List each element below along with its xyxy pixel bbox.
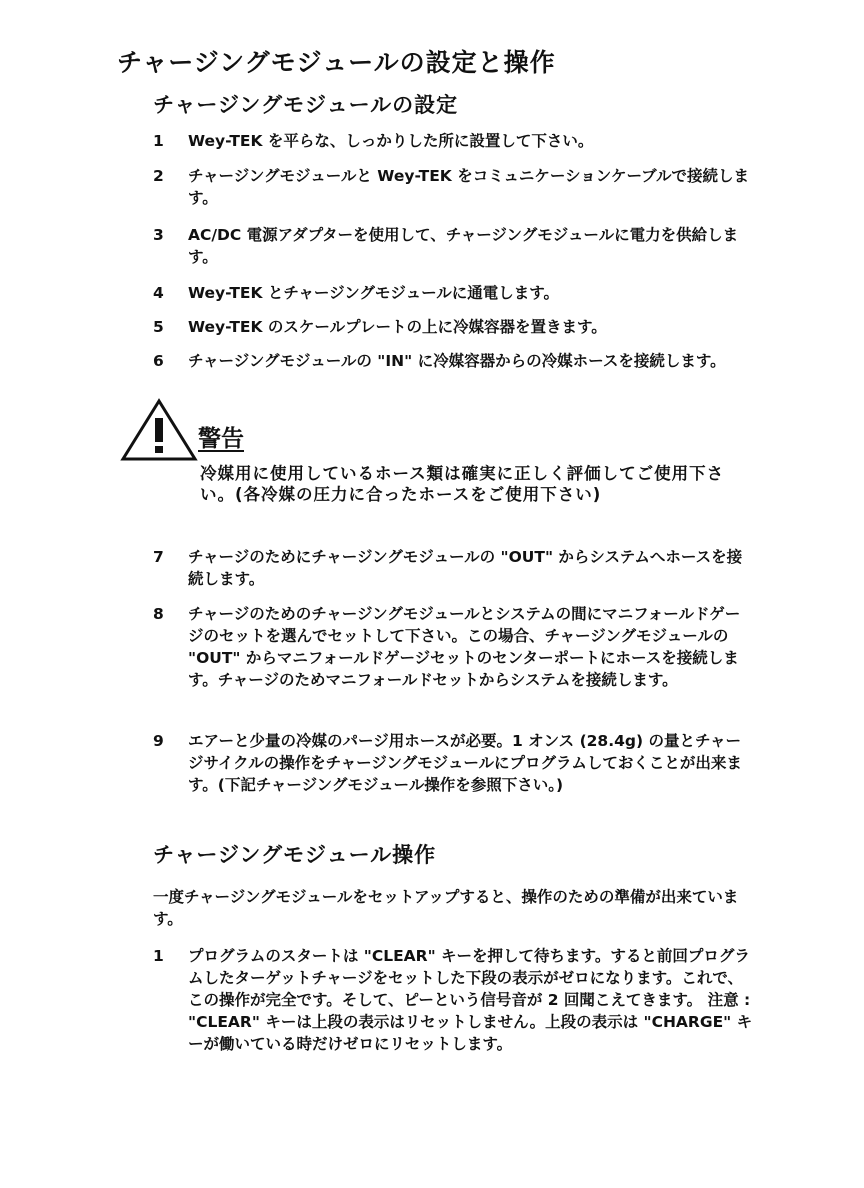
step-text: チャージのためにチャージングモジュールの "OUT" からシステムへホースを接続します。 [188,548,743,588]
step-text: Wey-TEK を平らな、しっかりした所に設置して下さい。 [188,132,594,150]
section-heading-setup: チャージングモジュールの設定 [153,93,459,117]
step-number: 3 [153,226,164,244]
section-heading-operation: チャージングモジュール操作 [153,843,437,867]
page-title: チャージングモジュールの設定と操作 [117,48,556,77]
warning-triangle-icon [120,398,198,462]
step-text: チャージのためのチャージングモジュールとシステムの間にマニフォールドゲージのセットを選んでセットして下さい。この場合、チャージングモジュールの "OUT" からマニフォールドゲージセットのセンターポートにホースを接続します。チャージのためマニフォールドセットからシステムを接続します。 [188,605,741,689]
step-number: 8 [153,605,164,623]
step-text: プログラムのスタートは "CLEAR" キーを押して待ちます。すると前回プログラムしたターゲットチャージをセットした下段の表示がゼロになります。これで、この操作が完全です。そして、ピーという信号音が 2 回聞こえてきます。 注意 : "CLEAR" キーは上段の表示はリセットしません。上段の表示は "CHARGE" キーが働いている時だけゼロにリセットします。 [188,947,753,1053]
operation-intro: 一度チャージングモジュールをセットアップすると、操作のための準備が出来ています。 [153,888,739,928]
step-number: 5 [153,318,164,336]
step-text: Wey-TEK とチャージングモジュールに通電します。 [188,284,560,302]
step-text: Wey-TEK のスケールプレートの上に冷媒容器を置きます。 [188,318,607,336]
setup-step-8 [153,603,753,691]
setup-step-2 [153,165,753,209]
setup-step-9 [153,730,753,796]
setup-step-7 [153,546,753,590]
step-text: チャージングモジュールと Wey-TEK をコミュニケーションケーブルで接続します。 [188,167,750,207]
step-number: 1 [153,947,164,965]
setup-step-6 [153,350,753,372]
warning-title: 警告 [198,426,244,452]
step-number: 9 [153,732,164,750]
operation-step-1 [153,945,753,1055]
setup-step-3 [153,224,753,268]
setup-step-4 [153,282,753,304]
step-number: 2 [153,167,164,185]
setup-step-5 [153,316,753,338]
step-number: 7 [153,548,164,566]
step-number: 1 [153,132,164,150]
step-text: AC/DC 電源アダプターを使用して、チャージングモジュールに電力を供給します。 [188,226,739,266]
setup-step-1 [153,130,753,152]
warning-text: 冷媒用に使用しているホース類は確実に正しく評価してご使用下さい。(各冷媒の圧力に合ったホースをご使用下さい) [200,464,725,504]
step-text: チャージングモジュールの "IN" に冷媒容器からの冷媒ホースを接続します。 [188,352,726,370]
step-text: エアーと少量の冷媒のパージ用ホースが必要。1 オンス (28.4g) の量とチャージサイクルの操作をチャージングモジュールにプログラムしておくことが出来ます。(下記チャージングモジュール操作を参照下さい。) [188,732,742,794]
step-number: 6 [153,352,164,370]
step-number: 4 [153,284,164,302]
